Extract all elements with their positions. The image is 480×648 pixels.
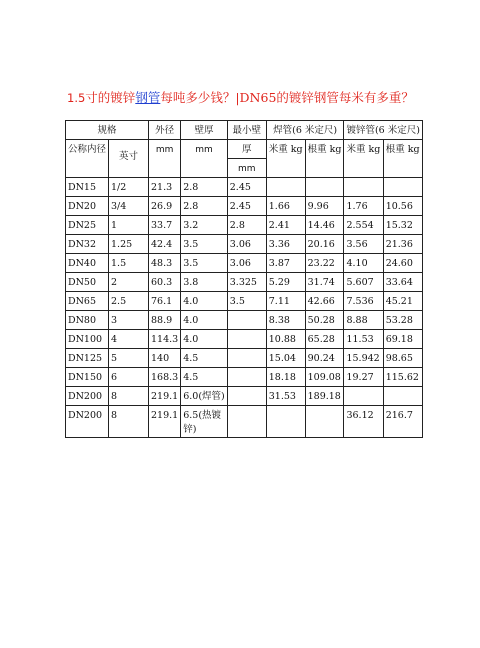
- table-row: [66, 254, 423, 273]
- cell-inch: 5: [109, 349, 149, 368]
- header-min-wall-line2: 厚: [227, 140, 266, 159]
- cell-galv-per-root: [383, 387, 422, 406]
- cell-weld-per-root: 31.74: [305, 273, 344, 292]
- cell-wall-thickness: 3.8: [181, 273, 228, 292]
- title-prefix: 1.5: [67, 91, 86, 105]
- cell-galv-per-root: 115.62: [383, 368, 422, 387]
- cell-galv-per-m: [344, 387, 383, 406]
- cell-galv-per-root: 216.7: [383, 406, 422, 438]
- cell-inch: 1.25: [109, 235, 149, 254]
- table-row: [66, 311, 423, 330]
- table-header-row-1: [66, 121, 423, 140]
- cell-inch: 8: [109, 387, 149, 406]
- page-title: [67, 88, 467, 106]
- cell-galv-per-m: 4.10: [344, 254, 383, 273]
- cell-od: 48.3: [149, 254, 181, 273]
- cell-wall-thickness: 3.5: [181, 235, 228, 254]
- cell-od: 33.7: [149, 216, 181, 235]
- header-spec: 规格: [66, 121, 149, 140]
- cell-wall-thickness: 4.5: [181, 349, 228, 368]
- cell-galv-per-root: 53.28: [383, 311, 422, 330]
- cell-wall-thickness: 4.0: [181, 292, 228, 311]
- cell-min-wall: [227, 406, 266, 438]
- cell-dn: DN40: [66, 254, 109, 273]
- header-wall-thickness: 壁厚: [181, 121, 228, 140]
- cell-galv-per-root: 69.18: [383, 330, 422, 349]
- cell-weld-per-root: 109.08: [305, 368, 344, 387]
- cell-wall-thickness: 2.8: [181, 197, 228, 216]
- cell-galv-per-m: 7.536: [344, 292, 383, 311]
- cell-min-wall: [227, 368, 266, 387]
- cell-od: 21.3: [149, 178, 181, 197]
- cell-min-wall: 3.06: [227, 235, 266, 254]
- header-welded-pipe: 焊管(6 米定尺): [266, 121, 344, 140]
- cell-galv-per-root: [383, 178, 422, 197]
- cell-weld-per-m: 10.88: [266, 330, 305, 349]
- cell-wall-thickness: 4.5: [181, 368, 228, 387]
- cell-od: 219.1: [149, 387, 181, 406]
- cell-inch: 1: [109, 216, 149, 235]
- table-row: [66, 406, 423, 438]
- cell-dn: DN20: [66, 197, 109, 216]
- title-part-1: 寸的镀锌: [85, 90, 136, 105]
- table-row: [66, 330, 423, 349]
- cell-wall-thickness: 3.5: [181, 254, 228, 273]
- table-row: [66, 235, 423, 254]
- cell-dn: DN65: [66, 292, 109, 311]
- table-row: [66, 368, 423, 387]
- cell-galv-per-m: 19.27: [344, 368, 383, 387]
- cell-inch: 2: [109, 273, 149, 292]
- cell-weld-per-root: 50.28: [305, 311, 344, 330]
- cell-weld-per-m: 7.11: [266, 292, 305, 311]
- cell-min-wall: 2.45: [227, 178, 266, 197]
- header-galvanized-pipe: 镀锌管(6 米定尺): [344, 121, 422, 140]
- cell-min-wall: [227, 349, 266, 368]
- cell-weld-per-root: 65.28: [305, 330, 344, 349]
- cell-dn: DN150: [66, 368, 109, 387]
- cell-weld-per-root: 42.66: [305, 292, 344, 311]
- table-row: [66, 292, 423, 311]
- cell-wall-thickness: 6.0(焊管): [181, 387, 228, 406]
- cell-weld-per-root: 9.96: [305, 197, 344, 216]
- cell-wall-thickness-line2: 锌): [183, 424, 197, 435]
- cell-galv-per-m: 1.76: [344, 197, 383, 216]
- cell-wall-thickness: 2.8: [181, 178, 228, 197]
- cell-weld-per-m: 31.53: [266, 387, 305, 406]
- cell-min-wall: 2.45: [227, 197, 266, 216]
- cell-od: 76.1: [149, 292, 181, 311]
- cell-galv-per-m: 5.607: [344, 273, 383, 292]
- cell-weld-per-m: 18.18: [266, 368, 305, 387]
- cell-min-wall: [227, 311, 266, 330]
- cell-weld-per-root: 23.22: [305, 254, 344, 273]
- table-row: [66, 387, 423, 406]
- cell-wall-thickness-line1: 6.5(热镀: [183, 410, 222, 421]
- cell-min-wall: 3.06: [227, 254, 266, 273]
- cell-od: 140: [149, 349, 181, 368]
- table-row: [66, 197, 423, 216]
- title-link-steel-pipe[interactable]: 钢管: [135, 90, 161, 105]
- cell-galv-per-m: 3.56: [344, 235, 383, 254]
- cell-od: 42.4: [149, 235, 181, 254]
- cell-weld-per-root: 90.24: [305, 349, 344, 368]
- header-galv-per-root: 根重 kg: [383, 140, 422, 178]
- table-row: [66, 273, 423, 292]
- cell-inch: 2.5: [109, 292, 149, 311]
- header-inch: 英寸: [109, 140, 149, 178]
- cell-dn: DN200: [66, 387, 109, 406]
- title-part-3: 的镀锌钢管每米有多重？: [276, 90, 414, 105]
- cell-galv-per-root: 98.65: [383, 349, 422, 368]
- header-nominal-inner: 公称内径: [66, 140, 109, 178]
- header-galv-per-m: 米重 kg: [344, 140, 383, 178]
- cell-weld-per-m: 5.29: [266, 273, 305, 292]
- cell-weld-per-root: 189.18: [305, 387, 344, 406]
- cell-weld-per-m: 3.36: [266, 235, 305, 254]
- cell-dn: DN200: [66, 406, 109, 438]
- cell-inch: 8: [109, 406, 149, 438]
- cell-dn: DN80: [66, 311, 109, 330]
- table-header-row-2: [66, 140, 423, 159]
- cell-weld-per-root: 14.46: [305, 216, 344, 235]
- table-row: [66, 349, 423, 368]
- cell-weld-per-root: [305, 178, 344, 197]
- cell-weld-per-m: 15.04: [266, 349, 305, 368]
- cell-galv-per-root: 45.21: [383, 292, 422, 311]
- cell-weld-per-m: 8.38: [266, 311, 305, 330]
- cell-galv-per-m: [344, 178, 383, 197]
- cell-weld-per-m: 2.41: [266, 216, 305, 235]
- cell-inch: 3: [109, 311, 149, 330]
- cell-dn: DN32: [66, 235, 109, 254]
- cell-od: 60.3: [149, 273, 181, 292]
- cell-inch: 3/4: [109, 197, 149, 216]
- header-od-unit: mm: [149, 140, 181, 178]
- cell-min-wall: [227, 387, 266, 406]
- cell-wall-thickness: 3.2: [181, 216, 228, 235]
- cell-min-wall: [227, 330, 266, 349]
- cell-weld-per-root: 20.16: [305, 235, 344, 254]
- cell-min-wall: 2.8: [227, 216, 266, 235]
- cell-galv-per-m: 2.554: [344, 216, 383, 235]
- cell-min-wall: 3.325: [227, 273, 266, 292]
- cell-galv-per-root: 10.56: [383, 197, 422, 216]
- cell-galv-per-root: 33.64: [383, 273, 422, 292]
- cell-weld-per-m: [266, 406, 305, 438]
- cell-weld-per-m: [266, 178, 305, 197]
- cell-inch: 1/2: [109, 178, 149, 197]
- cell-wall-thickness: 4.0: [181, 330, 228, 349]
- cell-od: 26.9: [149, 197, 181, 216]
- cell-weld-per-m: 3.87: [266, 254, 305, 273]
- cell-weld-per-m: 1.66: [266, 197, 305, 216]
- header-weld-per-m: 米重 kg: [266, 140, 305, 178]
- cell-dn: DN50: [66, 273, 109, 292]
- header-min-wall-unit: mm: [227, 159, 266, 178]
- cell-galv-per-root: 21.36: [383, 235, 422, 254]
- cell-od: 168.3: [149, 368, 181, 387]
- cell-min-wall: 3.5: [227, 292, 266, 311]
- cell-dn: DN25: [66, 216, 109, 235]
- cell-wall-thickness: 4.0: [181, 311, 228, 330]
- cell-wall-thickness: [181, 406, 228, 438]
- cell-inch: 6: [109, 368, 149, 387]
- table-row: [66, 178, 423, 197]
- cell-weld-per-root: [305, 406, 344, 438]
- table-row: [66, 216, 423, 235]
- cell-dn: DN15: [66, 178, 109, 197]
- cell-od: 88.9: [149, 311, 181, 330]
- title-part-2: 每吨多少钱？|DN65: [160, 90, 277, 105]
- cell-inch: 1.5: [109, 254, 149, 273]
- cell-galv-per-root: 24.60: [383, 254, 422, 273]
- cell-galv-per-m: 36.12: [344, 406, 383, 438]
- cell-od: 114.3: [149, 330, 181, 349]
- cell-dn: DN125: [66, 349, 109, 368]
- header-wt-unit: mm: [181, 140, 228, 178]
- cell-galv-per-root: 15.32: [383, 216, 422, 235]
- cell-galv-per-m: 8.88: [344, 311, 383, 330]
- pipe-spec-table: [65, 120, 423, 438]
- cell-inch: 4: [109, 330, 149, 349]
- cell-dn: DN100: [66, 330, 109, 349]
- cell-galv-per-m: 15.942: [344, 349, 383, 368]
- cell-od: 219.1: [149, 406, 181, 438]
- header-outer-diameter: 外径: [149, 121, 181, 140]
- cell-galv-per-m: 11.53: [344, 330, 383, 349]
- header-weld-per-root: 根重 kg: [305, 140, 344, 178]
- header-min-wall-line1: 最小壁: [227, 121, 266, 140]
